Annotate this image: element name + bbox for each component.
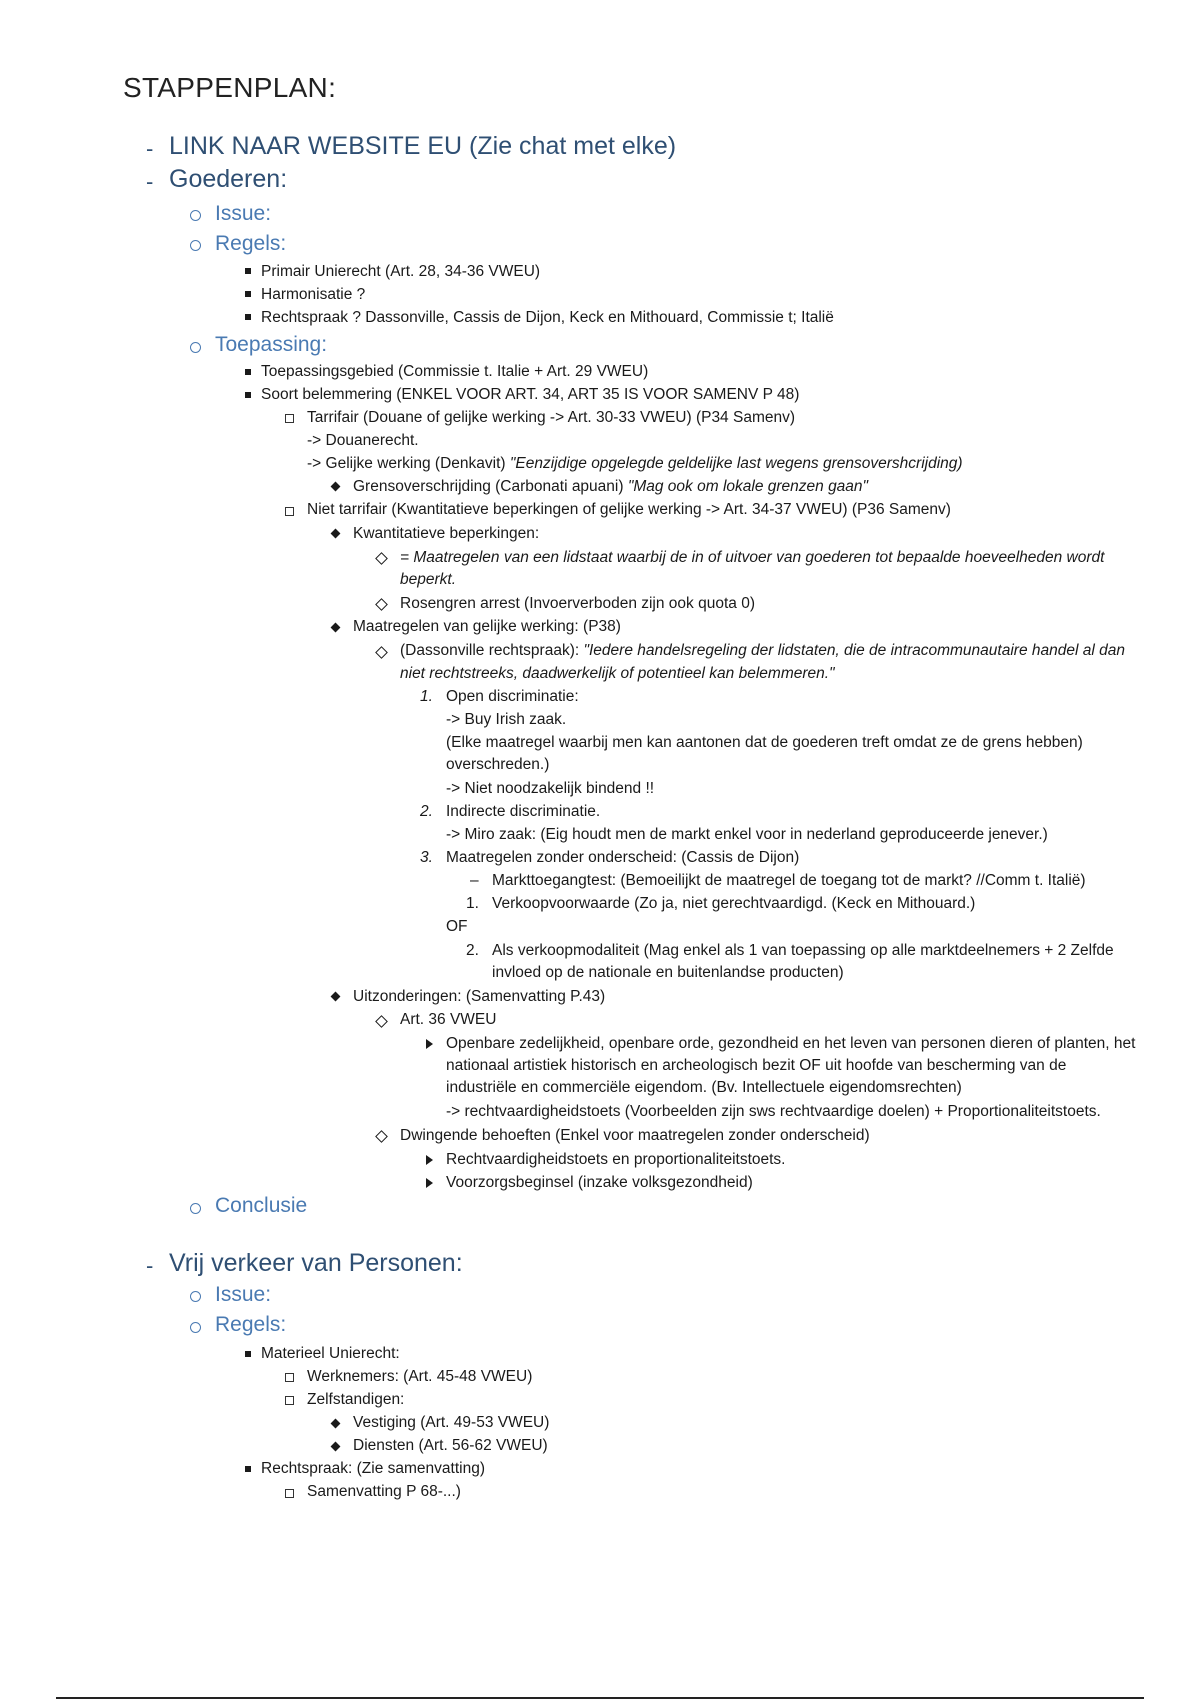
- list-item: Als verkoopmodaliteit (Mag enkel als 1 van toepassing op alle marktdeelnemers + 2 Zelfde: [492, 942, 1114, 959]
- list-item: Harmonisatie ?: [261, 286, 366, 303]
- list-item: = Maatregelen van een lidstaat waarbij de in of uitvoer van goederen tot bepaalde hoeveelheden wordt: [400, 549, 1105, 566]
- diamond-bullet-icon: [331, 482, 341, 492]
- list-item: Tarrifair (Douane of gelijke werking -> Art. 30-33 VWEU) (P34 Samenv): [307, 409, 796, 426]
- list-item: -> Buy Irish zaak.: [446, 711, 567, 728]
- list-item: invloed op de nationale en buitenlandse producten): [492, 964, 844, 981]
- list-item: industriële en commerciële eigendom. (Bv. Intellectuele eigendomsrechten): [446, 1079, 962, 1096]
- circle-bullet-icon: [190, 342, 201, 353]
- subheading-issue: Issue:: [215, 202, 272, 225]
- list-item: Maatregelen zonder onderscheid: (Cassis de Dijon): [446, 849, 800, 866]
- list-number: 2.: [420, 803, 433, 820]
- list-item: Markttoegangtest: (Bemoeilijkt de maatregel de toegang tot de markt? //Comm t. Italië): [492, 872, 1086, 889]
- diamond-bullet-icon: [331, 529, 341, 539]
- list-item: -> Douanerecht.: [307, 432, 419, 449]
- page-title: STAPPENPLAN:: [123, 72, 337, 103]
- hollow-square-bullet-icon: [285, 414, 294, 423]
- list-item: Rechtspraak ? Dassonville, Cassis de Dijon, Keck en Mithouard, Commissie t; Italië: [261, 309, 834, 326]
- list-item: nationaal artistiek historisch en archeologisch bezit OF uit hoofde van bescherming van de: [446, 1057, 1067, 1074]
- list-item: -> Miro zaak: (Eig houdt men de markt enkel voor in nederland geproduceerde jenever.): [446, 826, 1048, 843]
- square-bullet-icon: [245, 268, 251, 274]
- circle-bullet-icon: [190, 210, 201, 221]
- list-item: Werknemers: (Art. 45-48 VWEU): [307, 1368, 533, 1385]
- list-item: Samenvatting P 68-...): [307, 1483, 461, 1500]
- square-bullet-icon: [245, 392, 251, 398]
- heading-goederen: Goederen:: [169, 165, 288, 193]
- hollow-diamond-bullet-icon: [375, 646, 388, 659]
- circle-bullet-icon: [190, 1291, 201, 1302]
- list-item: Rechtspraak: (Zie samenvatting): [261, 1460, 485, 1477]
- subheading-issue: Issue:: [215, 1283, 272, 1306]
- hollow-square-bullet-icon: [285, 1489, 294, 1498]
- diamond-bullet-icon: [331, 1419, 341, 1429]
- text-plain: (Dassonville rechtspraak):: [400, 642, 584, 659]
- circle-bullet-icon: [190, 240, 201, 251]
- hollow-square-bullet-icon: [285, 1373, 294, 1382]
- list-number: 1.: [466, 895, 479, 912]
- list-item: overschreden.): [446, 756, 550, 773]
- list-item: Materieel Unierecht:: [261, 1345, 400, 1362]
- quote-italic: "Mag ook om lokale grenzen gaan": [627, 478, 869, 495]
- list-number: 3.: [420, 849, 433, 866]
- list-item: Indirecte discriminatie.: [446, 803, 601, 820]
- list-item: Maatregelen van gelijke werking: (P38): [353, 618, 621, 635]
- list-item: Voorzorgsbeginsel (inzake volksgezondheid): [446, 1174, 753, 1191]
- list-item: beperkt.: [400, 571, 457, 588]
- list-item: Art. 36 VWEU: [400, 1011, 497, 1028]
- dash-bullet: –: [470, 872, 479, 889]
- list-item: Vestiging (Art. 49-53 VWEU): [353, 1414, 550, 1431]
- list-item: OF: [446, 918, 468, 935]
- triangle-bullet-icon: [426, 1155, 433, 1165]
- list-item: Uitzonderingen: (Samenvatting P.43): [353, 988, 606, 1005]
- heading-personen: Vrij verkeer van Personen:: [169, 1249, 463, 1277]
- list-item: Openbare zedelijkheid, openbare orde, gezondheid en het leven van personen dieren of planten, het: [446, 1035, 1136, 1052]
- list-item: [400, 641, 1125, 661]
- list-item: (Elke maatregel waarbij men kan aantonen dat de goederen treft omdat ze de grens hebben): [446, 734, 1083, 751]
- list-item: niet rechtstreeks, daadwerkelijk of potentieel kan belemmeren.": [400, 665, 835, 682]
- diamond-bullet-icon: [331, 1442, 341, 1452]
- hollow-diamond-bullet-icon: [375, 552, 388, 565]
- quote-italic: "Iedere handelsregeling der lidstaten, die de intracommunautaire handel al dan: [583, 642, 1125, 659]
- dash-bullet: -: [146, 1253, 154, 1278]
- hollow-square-bullet-icon: [285, 507, 294, 516]
- subheading-regels: Regels:: [215, 1313, 287, 1336]
- list-item: Soort belemmering (ENKEL VOOR ART. 34, ART 35 IS VOOR SAMENV P 48): [261, 386, 800, 403]
- triangle-bullet-icon: [426, 1178, 433, 1188]
- list-item: Diensten (Art. 56-62 VWEU): [353, 1437, 548, 1454]
- square-bullet-icon: [245, 314, 251, 320]
- text-plain: -> Gelijke werking (Denkavit): [307, 455, 510, 472]
- list-number: 1.: [420, 688, 433, 705]
- hollow-diamond-bullet-icon: [375, 1015, 388, 1028]
- subheading-conclusie: Conclusie: [215, 1194, 308, 1217]
- list-item: Dwingende behoeften (Enkel voor maatregelen zonder onderscheid): [400, 1127, 870, 1144]
- circle-bullet-icon: [190, 1203, 201, 1214]
- list-item: [307, 454, 963, 474]
- list-item: Rosengren arrest (Invoerverboden zijn ook quota 0): [400, 595, 755, 612]
- square-bullet-icon: [245, 291, 251, 297]
- hollow-diamond-bullet-icon: [375, 598, 388, 611]
- dash-bullet: -: [146, 136, 154, 161]
- heading-link-website: LINK NAAR WEBSITE EU (Zie chat met elke): [169, 132, 677, 160]
- list-item: Primair Unierecht (Art. 28, 34-36 VWEU): [261, 263, 541, 280]
- list-item: Open discriminatie:: [446, 688, 579, 705]
- diamond-bullet-icon: [331, 992, 341, 1002]
- diamond-bullet-icon: [331, 623, 341, 633]
- list-item: Kwantitatieve beperkingen:: [353, 525, 540, 542]
- circle-bullet-icon: [190, 1322, 201, 1333]
- list-item: -> Niet noodzakelijk bindend !!: [446, 780, 655, 797]
- list-item: Toepassingsgebied (Commissie t. Italie + Art. 29 VWEU): [261, 363, 649, 380]
- hollow-diamond-bullet-icon: [375, 1130, 388, 1143]
- list-item: -> rechtvaardigheidstoets (Voorbeelden zijn sws rechtvaardige doelen) + Proportionaliteitstoets.: [446, 1103, 1101, 1120]
- square-bullet-icon: [245, 1466, 251, 1472]
- list-item: Niet tarrifair (Kwantitatieve beperkingen of gelijke werking -> Art. 34-37 VWEU) (P36 Samenv): [307, 501, 951, 518]
- square-bullet-icon: [245, 369, 251, 375]
- footer-divider: [56, 1697, 1144, 1699]
- hollow-square-bullet-icon: [285, 1396, 294, 1405]
- list-item: Rechtvaardigheidstoets en proportionaliteitstoets.: [446, 1151, 786, 1168]
- text-plain: Grensoverschrijding (Carbonati apuani): [353, 478, 628, 495]
- subheading-regels: Regels:: [215, 232, 287, 255]
- list-item: Verkoopvoorwaarde (Zo ja, niet gerechtvaardigd. (Keck en Mithouard.): [492, 895, 976, 912]
- square-bullet-icon: [245, 1351, 251, 1357]
- subheading-toepassing: Toepassing:: [215, 333, 328, 356]
- list-item: [353, 477, 868, 497]
- dash-bullet: -: [146, 169, 154, 194]
- quote-italic: "Eenzijdige opgelegde geldelijke last wegens grensovershcrijding): [509, 455, 963, 472]
- triangle-bullet-icon: [426, 1039, 433, 1049]
- list-number: 2.: [466, 942, 479, 959]
- list-item: Zelfstandigen:: [307, 1391, 405, 1408]
